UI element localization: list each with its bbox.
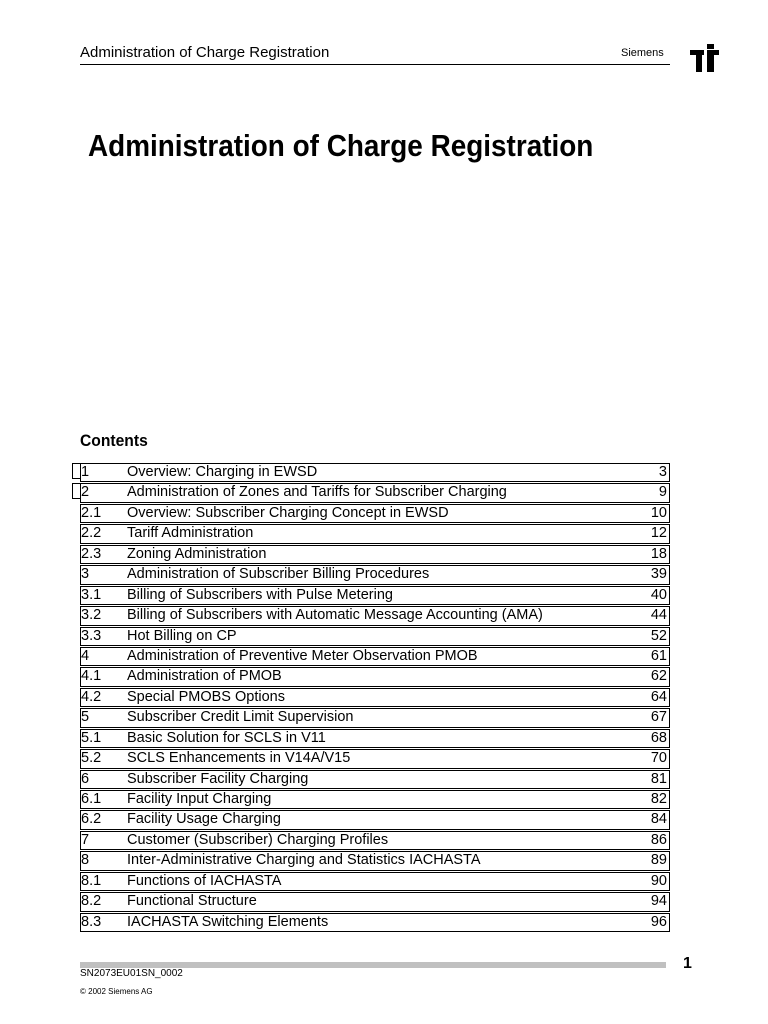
toc-entry-number: 6 [81, 770, 90, 787]
toc-entry-title: Overview: Subscriber Charging Concept in EWSD [127, 504, 449, 521]
toc-entry-title: Facility Input Charging [127, 791, 272, 807]
toc-entry-title: SCLS Enhancements in V14A/V15 [127, 750, 351, 767]
toc-entry-number: 6.2 [81, 811, 102, 828]
toc-entry-title: Customer (Subscriber) Charging Profiles [127, 831, 389, 848]
toc-entry-page: 82 [650, 791, 667, 807]
toc-entry-number: 8.3 [81, 913, 102, 930]
toc-entry-number: 8 [81, 852, 90, 869]
toc-entry[interactable] [80, 810, 670, 829]
toc-entry-number: 4.1 [81, 668, 102, 685]
toc-entry-title: Basic Solution for SCLS in V11 [127, 729, 326, 746]
toc-entry-page: 84 [650, 811, 667, 828]
toc-entry[interactable] [80, 708, 670, 727]
siemens-ti-logo [690, 44, 720, 72]
table-of-contents [80, 463, 670, 933]
toc-entry[interactable] [80, 565, 670, 584]
toc-entry[interactable] [80, 749, 670, 768]
toc-entry-page: 68 [650, 729, 667, 746]
toc-entry-title: Subscriber Facility Charging [127, 770, 309, 787]
toc-entry-number: 7 [81, 831, 90, 848]
toc-entry-number: 5.1 [81, 729, 102, 746]
toc-entry[interactable] [80, 831, 670, 850]
toc-entry-page: 90 [650, 872, 667, 889]
toc-entry-number: 3.3 [81, 627, 102, 644]
toc-entry-page: 89 [650, 852, 667, 869]
toc-entry-title: Inter-Administrative Charging and Statistics IACHASTA [127, 852, 481, 869]
toc-entry[interactable] [80, 627, 670, 646]
toc-entry-number: 3.1 [81, 586, 102, 603]
toc-entry[interactable] [80, 647, 670, 666]
toc-entry-page: 18 [650, 545, 667, 562]
toc-entry-number: 2 [81, 484, 90, 501]
toc-entry-title: IACHASTA Switching Elements [127, 913, 329, 930]
toc-entry-title: Subscriber Credit Limit Supervision [127, 709, 354, 726]
document-title: Administration of Charge Registration [88, 128, 594, 163]
toc-entry-page: 86 [650, 831, 667, 848]
toc-entry-page: 9 [658, 484, 667, 501]
toc-entry-title: Zoning Administration [127, 545, 267, 562]
toc-entry-page: 81 [650, 770, 667, 787]
toc-entry-number: 5 [81, 709, 90, 726]
toc-entry[interactable] [80, 688, 670, 707]
toc-entry[interactable] [80, 913, 670, 932]
toc-entry-page: 96 [650, 913, 667, 930]
toc-entry[interactable] [80, 586, 670, 605]
toc-entry[interactable] [80, 545, 670, 564]
toc-entry-number: 3 [81, 566, 90, 583]
toc-entry-number: 2.3 [81, 545, 102, 562]
toc-entry-title: Billing of Subscribers with Pulse Metering [127, 586, 393, 603]
toc-entry-number: 5.2 [81, 750, 102, 767]
toc-entry-page: 64 [650, 688, 667, 705]
toc-entry-title: Functions of IACHASTA [127, 872, 282, 889]
toc-entry-page: 40 [650, 586, 667, 603]
toc-entry[interactable] [80, 872, 670, 891]
toc-entry[interactable] [80, 463, 670, 482]
toc-entry-number: 6.1 [81, 791, 102, 807]
toc-entry[interactable] [80, 729, 670, 748]
page-number: 1 [683, 955, 692, 972]
toc-entry-number: 2.1 [81, 504, 102, 521]
toc-entry-title: Functional Structure [127, 893, 257, 910]
toc-entry[interactable] [80, 606, 670, 625]
toc-entry-number: 1 [81, 464, 90, 480]
copyright: © 2002 Siemens AG [80, 987, 153, 996]
toc-entry-page: 12 [650, 525, 667, 542]
toc-entry-page: 62 [650, 668, 667, 685]
toc-entry-title: Tariff Administration [127, 525, 254, 542]
toc-marker [72, 483, 80, 499]
toc-entry-title: Special PMOBS Options [127, 688, 285, 705]
toc-entry-number: 3.2 [81, 607, 102, 624]
toc-entry[interactable] [80, 790, 670, 809]
toc-entry-number: 8.2 [81, 893, 102, 910]
toc-entry-title: Overview: Charging in EWSD [127, 464, 318, 480]
document-id: SN2073EU01SN_0002 [80, 968, 183, 979]
toc-entry-title: Administration of Subscriber Billing Procedures [127, 566, 430, 583]
toc-entry-page: 44 [650, 607, 667, 624]
toc-entry-title: Administration of Preventive Meter Observation PMOB [127, 647, 478, 664]
toc-entry-page: 94 [650, 893, 667, 910]
toc-entry[interactable] [80, 892, 670, 911]
toc-entry-title: Facility Usage Charging [127, 811, 281, 828]
toc-entry[interactable] [80, 504, 670, 523]
toc-entry-page: 61 [650, 647, 667, 664]
toc-entry-title: Hot Billing on CP [127, 627, 237, 644]
toc-entry-page: 67 [650, 709, 667, 726]
toc-entry[interactable] [80, 851, 670, 870]
toc-entry[interactable] [80, 667, 670, 686]
toc-entry-page: 39 [650, 566, 667, 583]
toc-entry[interactable] [80, 524, 670, 543]
toc-entry-page: 52 [650, 627, 667, 644]
toc-entry-number: 2.2 [81, 525, 102, 542]
toc-entry[interactable] [80, 483, 670, 502]
header-title: Administration of Charge Registration [80, 44, 330, 61]
contents-heading: Contents [80, 431, 148, 450]
toc-entry-title: Billing of Subscribers with Automatic Message Accounting (AMA) [127, 607, 543, 624]
toc-marker [72, 463, 80, 479]
toc-entry-number: 8.1 [81, 872, 102, 889]
toc-entry-title: Administration of Zones and Tariffs for Subscriber Charging [127, 484, 507, 501]
toc-entry-title: Administration of PMOB [127, 668, 282, 685]
toc-entry-page: 70 [650, 750, 667, 767]
toc-entry-number: 4 [81, 647, 90, 664]
toc-entry-number: 4.2 [81, 688, 102, 705]
toc-entry[interactable] [80, 770, 670, 789]
toc-entry-page: 10 [650, 504, 667, 521]
header-company: Siemens [621, 47, 664, 59]
toc-entry-page: 3 [658, 464, 667, 480]
header-rule [80, 64, 670, 65]
